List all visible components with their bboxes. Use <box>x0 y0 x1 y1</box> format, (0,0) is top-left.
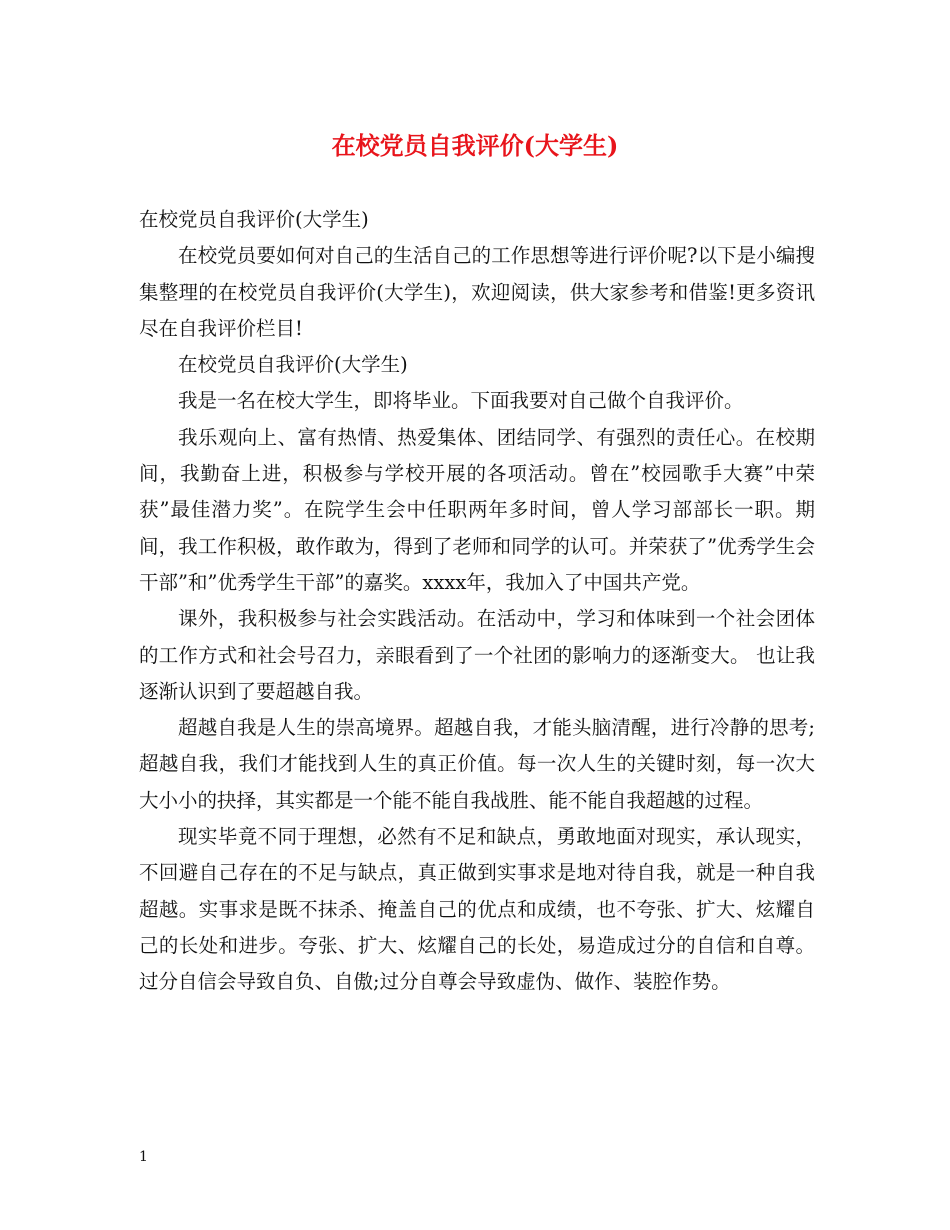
document-title: 在校党员自我评价(大学生) <box>331 131 619 160</box>
paragraph: 现实毕竟不同于理想，必然有不足和缺点，勇敢地面对现实，承认现实，不回避自己存在的不足与缺点，真正做到实事求是地对待自我，就是一种自我超越。实事求是既不抹杀、掩盖自己的优点和成绩，也不夸张、扩大、炫耀自己的长处和进步。夸张、扩大、炫耀自己的长处，易造成过分的自信和自尊。过分自信会导致自负、自傲;过分自尊会导致虚伪、做作、装腔作势。 <box>139 825 815 994</box>
paragraph: 我乐观向上、富有热情、热爱集体、团结同学、有强烈的责任心。在校期间，我勤奋上进，积极参与学校开展的各项活动。曾在”校园歌手大赛”中荣获”最佳潜力奖”。在院学生会中任职两年多时间，曾人学习部部长一职。期间，我工作积极，敢作敢为，得到了老师和同学的认可。并荣获了”优秀学生会干部”和”优秀学生干部”的嘉奖。xxxx年，我加入了中国共产党。 <box>139 425 815 594</box>
paragraph-intro: 在校党员要如何对自己的生活自己的工作思想等进行评价呢?以下是小编搜集整理的在校党员自我评价(大学生)，欢迎阅读，供大家参考和借鉴!更多资讯尽在自我评价栏目! <box>139 244 815 340</box>
document-body <box>139 202 815 1001</box>
paragraph: 超越自我是人生的崇高境界。超越自我，才能头脑清醒，进行冷静的思考;超越自我，我们才能找到人生的真正价值。每一次人生的关键时刻，每一次大大小小的抉择，其实都是一个能不能自我战胜、能不能自我超越的过程。 <box>139 716 815 812</box>
paragraph: 我是一名在校大学生，即将毕业。下面我要对自己做个自我评价。 <box>178 389 744 413</box>
paragraph: 课外，我积极参与社会实践活动。在活动中，学习和体味到一个社会团体的工作方式和社会号召力，亲眼看到了一个社团的影响力的逐渐变大。 也让我逐渐认识到了要超越自我。 <box>139 607 815 703</box>
paragraph-subheading: 在校党员自我评价(大学生) <box>178 353 408 377</box>
paragraph-heading: 在校党员自我评价(大学生) <box>139 208 369 231</box>
page-number: 1 <box>139 1149 148 1165</box>
